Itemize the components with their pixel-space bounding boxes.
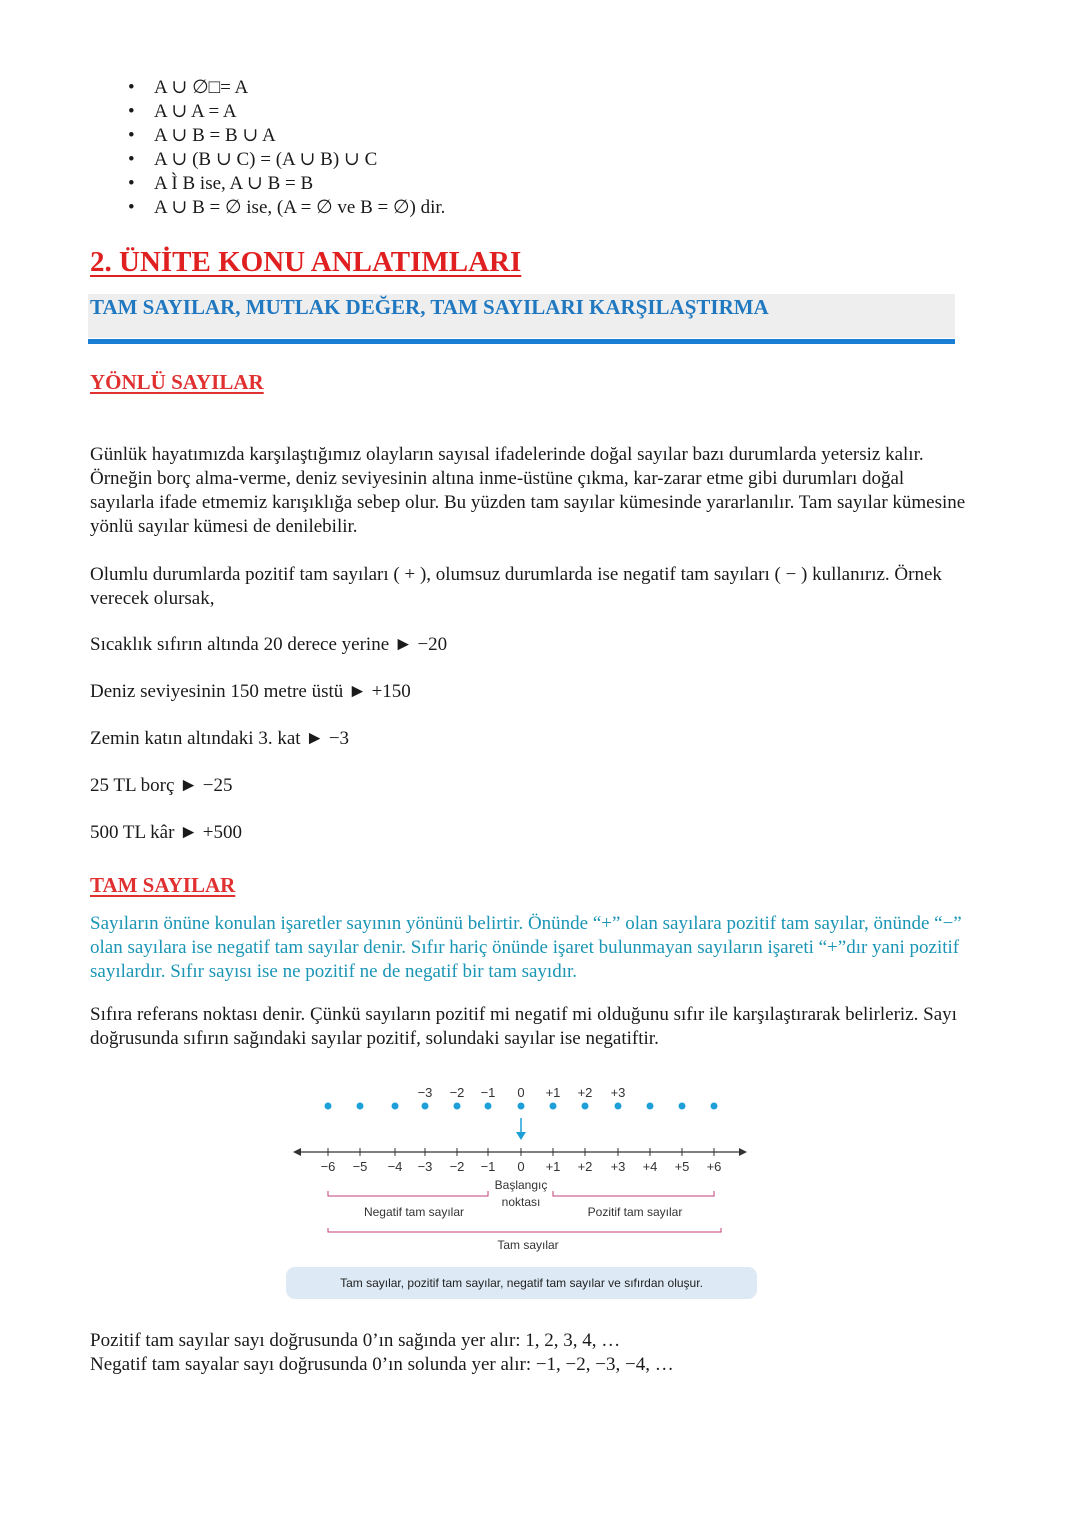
dot-label: +3 <box>610 1085 626 1100</box>
list-item: • A ∪ B = ∅ ise, (A = ∅ ve B = ∅) dir. <box>128 196 445 220</box>
dot-label: −3 <box>417 1085 433 1100</box>
section-title-tam-sayilar: TAM SAYILAR <box>90 873 236 897</box>
dot <box>582 1103 589 1110</box>
example-line: Deniz seviyesinin 150 metre üstü ► +150 <box>90 681 411 702</box>
dot <box>325 1103 332 1110</box>
positive-bracket <box>553 1191 714 1196</box>
section-title-yonlu-sayilar: YÖNLÜ SAYILAR <box>90 370 264 394</box>
example-line: Zemin katın altındaki 3. kat ► −3 <box>90 728 350 749</box>
dot <box>454 1103 461 1110</box>
dot <box>647 1103 654 1110</box>
paragraph: Olumlu durumlarda pozitif tam sayıları ( + ), olumsuz durumlarda ise negatif tam sayıları ( − ) kullanırız. Örnek verecek olursak, <box>90 564 942 609</box>
positive-label: Pozitif tam sayılar <box>587 1205 683 1219</box>
dot-label: +2 <box>577 1085 593 1100</box>
negative-label: Negatif tam sayılar <box>363 1205 465 1219</box>
dot <box>518 1103 525 1110</box>
dot-label: −2 <box>449 1085 465 1100</box>
list-item: • A ∪ ∅□= A <box>128 76 445 100</box>
dot <box>615 1103 622 1110</box>
dot-label: −1 <box>480 1085 496 1100</box>
tick-label: −1 <box>480 1159 496 1174</box>
paragraph: Pozitif tam sayılar sayı doğrusunda 0’ın sağında yer alır: 1, 2, 3, 4, … <box>90 1330 621 1351</box>
figure-caption: Tam sayılar, pozitif tam sayılar, negatif tam sayılar ve sıfırdan oluşur. <box>340 1276 703 1290</box>
origin-label: noktası <box>501 1195 541 1209</box>
tick-label: +3 <box>610 1159 626 1174</box>
dot <box>550 1103 557 1110</box>
tick-label: +5 <box>674 1159 690 1174</box>
tick-label: −3 <box>417 1159 433 1174</box>
paragraph: Günlük hayatımızda karşılaştığımız olayların sayısal ifadelerinde doğal sayılar bazı durumlarda yetersiz kalır. Örneğin borç alma-verme, deniz seviyesinin altına inme-üstüne çıkma, kar-zarar etme gibi durumları doğal sayılarla ifade etmemiz karışıklığa sebep olur. Bu yüzden tam sayılar kümesinde yararlanılır. Tam sayılar kümesine yönlü sayılar kümesi de denilebilir. <box>90 444 966 537</box>
dot-label: 0 <box>517 1085 525 1100</box>
origin-label: Başlangıç <box>494 1178 548 1192</box>
dot <box>422 1103 429 1110</box>
integers-bracket <box>328 1228 721 1232</box>
set-properties-list <box>128 76 445 220</box>
tick-label: −6 <box>320 1159 336 1174</box>
tick-label: −2 <box>449 1159 465 1174</box>
subheading: TAM SAYILAR, MUTLAK DEĞER, TAM SAYILARI KARŞILAŞTIRMA <box>90 295 769 319</box>
origin-arrow <box>516 1118 526 1140</box>
list-item: • A ∪ (B ∪ C) = (A ∪ B) ∪ C <box>128 148 445 172</box>
list-item: • A Ì B ise, A ∪ B = B <box>128 172 445 196</box>
example-line: Sıcaklık sıfırın altında 20 derece yerine ► −20 <box>90 634 448 655</box>
paragraph: Sıfıra referans noktası denir. Çünkü sayıların pozitif mi negatif mi olduğunu sıfır ile karşılaştırarak belirleriz. Sayı doğrusunda sıfırın sağındaki sayılar pozitif, solundaki sayılar ise negatiftir. <box>90 1004 957 1049</box>
dot <box>679 1103 686 1110</box>
unit-title: 2. ÜNİTE KONU ANLATIMLARI <box>90 246 522 278</box>
list-item: • A ∪ A = A <box>128 100 445 124</box>
tick-label: +4 <box>642 1159 658 1174</box>
tick-label: +1 <box>545 1159 561 1174</box>
dot <box>485 1103 492 1110</box>
tick-label: −5 <box>352 1159 368 1174</box>
integers-label: Tam sayılar <box>497 1238 559 1252</box>
divider <box>88 339 955 344</box>
tick-label: 0 <box>517 1159 525 1174</box>
example-line: 25 TL borç ► −25 <box>90 775 233 796</box>
tick-label: +6 <box>706 1159 722 1174</box>
tick-label: −4 <box>387 1159 403 1174</box>
paragraph: Negatif tam sayalar sayı doğrusunda 0’ın solunda yer alır: −1, −2, −3, −4, … <box>90 1354 674 1375</box>
dot <box>711 1103 718 1110</box>
number-line <box>293 1148 747 1156</box>
dot <box>357 1103 364 1110</box>
dot-label: +1 <box>545 1085 561 1100</box>
dot <box>392 1103 399 1110</box>
definition-paragraph: Sayıların önüne konulan işaretler sayının yönünü belirtir. Önünde “+” olan sayılara pozitif tam sayılar, önünde “−” olan sayılara ise negatif tam sayılar denir. Sıfır hariç önünde işaret bulunmayan sayıların işareti “+”dır yani pozitif sayılardır. Sıfır sayısı ise ne pozitif ne de negatif bir tam sayıdır. <box>90 913 962 982</box>
negative-bracket <box>328 1191 488 1196</box>
dot-row <box>325 1103 718 1110</box>
tick-label: +2 <box>577 1159 593 1174</box>
example-line: 500 TL kâr ► +500 <box>90 822 242 843</box>
list-item: • A ∪ B = B ∪ A <box>128 124 445 148</box>
